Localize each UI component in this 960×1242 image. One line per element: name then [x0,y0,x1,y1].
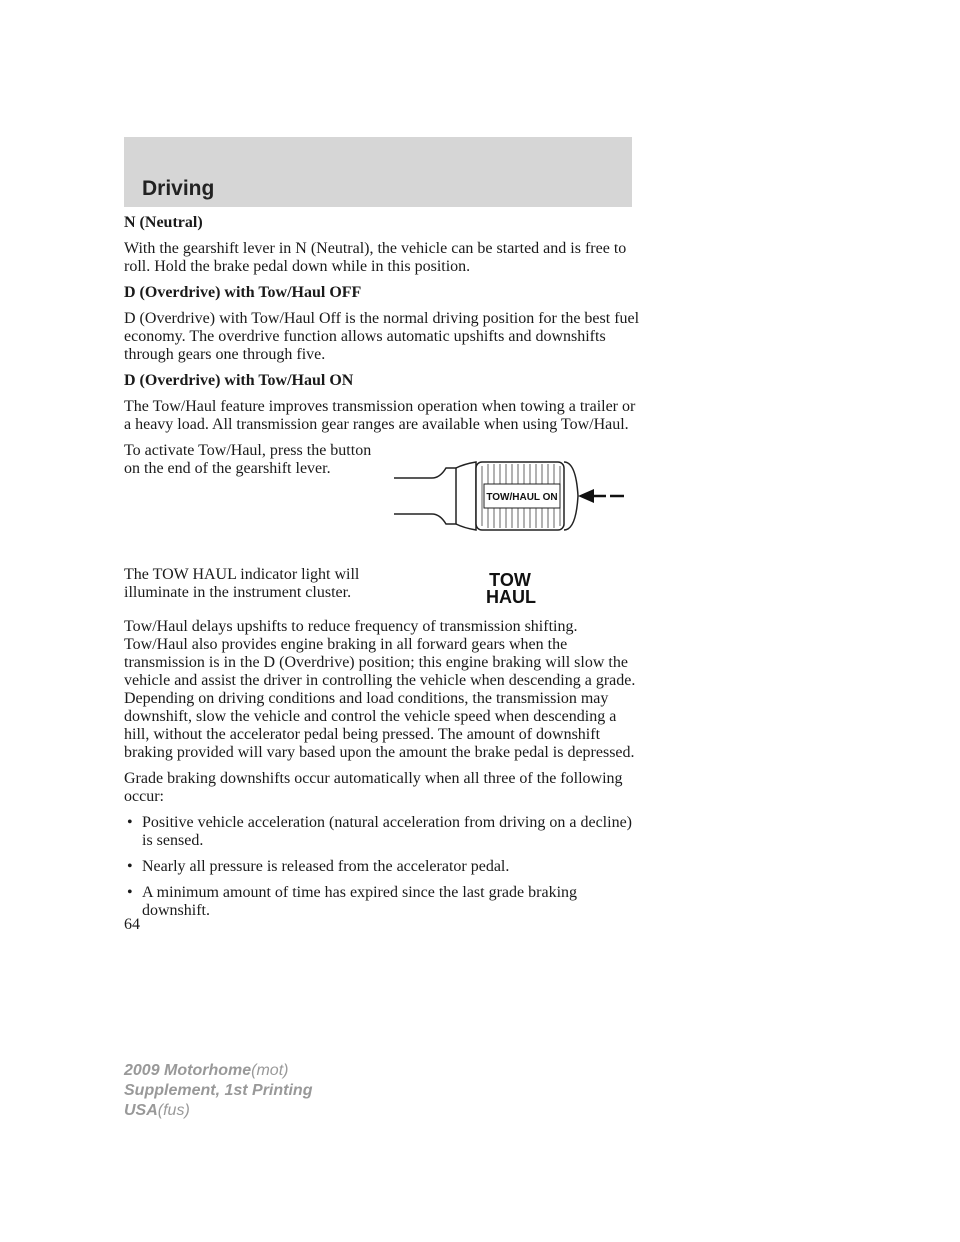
grade-braking-intro: Grade braking downshifts occur automatically when all three of the following occur: [124,770,623,805]
footer-market: USA [124,1102,158,1119]
indicator-paragraph: The TOW HAUL indicator light will illuminate in the instrument cluster. [124,566,360,601]
footer-printing: Supplement, 1st Printing [124,1082,313,1099]
footer-model-code: (mot) [251,1062,289,1079]
overdrive-on-paragraph: The Tow/Haul feature improves transmission operation when towing a trailer or a heavy load. All transmission gear ranges are available when using Tow/Haul. [124,398,636,433]
bullet-glyph: • [127,884,133,901]
page-content [124,214,644,928]
list-item [124,858,644,876]
list-item-text: Positive vehicle acceleration (natural acceleration from driving on a decline) is sensed. [142,814,632,849]
tow-haul-indicator-icon [486,572,534,606]
section-header-band [124,137,632,207]
footer-model: 2009 Motorhome [124,1062,252,1079]
indicator-line-haul: HAUL [486,587,536,607]
indicator-row [124,566,644,618]
neutral-heading: N (Neutral) [124,214,203,231]
grade-braking-list [124,814,644,920]
page-number: 64 [124,916,140,933]
activate-paragraph: To activate Tow/Haul, press the button on the end of the gearshift lever. [124,442,372,477]
footer-line-2 [124,1081,312,1101]
bullet-glyph: • [127,858,133,875]
bullet-glyph: • [127,814,133,831]
overdrive-on-heading: D (Overdrive) with Tow/Haul ON [124,372,354,389]
indicator-line-tow: TOW [489,570,531,590]
overdrive-off-paragraph: D (Overdrive) with Tow/Haul Off is the normal driving position for the best fuel economy. The overdrive function allows automatic upshifts and downshifts through gears one through five. [124,310,640,363]
list-item [124,884,644,920]
list-item-text: A minimum amount of time has expired since the last grade braking downshift. [142,884,578,919]
gearshift-lever-illustration [394,446,624,546]
list-item-text: Nearly all pressure is released from the accelerator pedal. [142,858,510,875]
tow-haul-button-label: TOW/HAUL ON [486,492,558,503]
overdrive-off-heading: D (Overdrive) with Tow/Haul OFF [124,284,362,301]
neutral-paragraph: With the gearshift lever in N (Neutral), the vehicle can be started and is free to roll. Hold the brake pedal down while in this position. [124,240,627,275]
tow-haul-delay-paragraph: Tow/Haul delays upshifts to reduce frequency of transmission shifting. Tow/Haul also provides engine braking in all forward gears when the transmission is in the D (Overdrive) position; this engine braking will slow the vehicle and assist the driver in controlling the vehicle when descending a grade. Depending on driving conditions and load conditions, the transmission may downshift, slow the vehicle and control the vehicle speed when descending a hill, without the accelerator pedal being pressed. The amount of downshift braking provided will vary based upon the amount the brake pedal is depressed. [124,618,636,761]
section-title: Driving [142,177,215,200]
print-footer [124,1061,312,1121]
activate-row [124,442,644,566]
pointer-arrow-icon [578,489,624,503]
list-item [124,814,644,850]
footer-line-1 [124,1061,312,1081]
footer-line-3 [124,1101,312,1121]
footer-market-code: (fus) [157,1102,190,1119]
